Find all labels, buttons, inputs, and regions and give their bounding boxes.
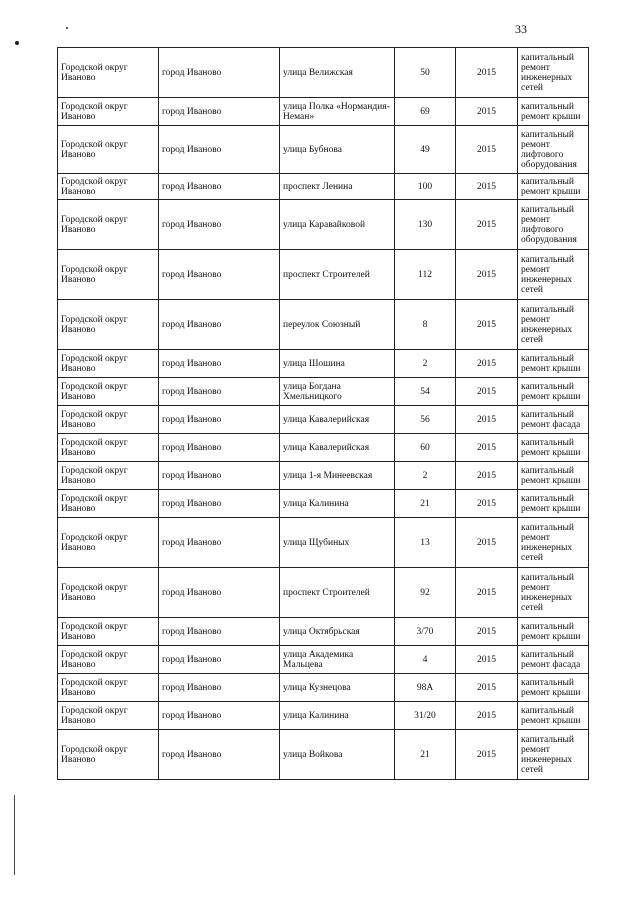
street-cell: улица Велижская (280, 48, 395, 98)
district-cell: Городской округ Иваново (58, 200, 159, 250)
street-cell: проспект Строителей (280, 250, 395, 300)
house-number-cell: 21 (395, 490, 456, 518)
house-number-cell: 69 (395, 98, 456, 126)
year-cell: 2015 (456, 568, 518, 618)
district-cell: Городской округ Иваново (58, 174, 159, 200)
year-cell: 2015 (456, 618, 518, 646)
city-cell: город Иваново (159, 646, 280, 674)
district-cell: Городской округ Иваново (58, 490, 159, 518)
year-cell: 2015 (456, 378, 518, 406)
table-row (58, 674, 589, 702)
city-cell: город Иваново (159, 568, 280, 618)
table-row (58, 406, 589, 434)
year-cell: 2015 (456, 646, 518, 674)
street-cell: проспект Строителей (280, 568, 395, 618)
street-cell: переулок Союзный (280, 300, 395, 350)
district-cell: Городской округ Иваново (58, 518, 159, 568)
house-number-cell: 21 (395, 730, 456, 780)
district-cell: Городской округ Иваново (58, 568, 159, 618)
city-cell: город Иваново (159, 518, 280, 568)
table-row (58, 434, 589, 462)
table-row (58, 462, 589, 490)
house-number-cell: 31/20 (395, 702, 456, 730)
district-cell: Городской округ Иваново (58, 618, 159, 646)
city-cell: город Иваново (159, 300, 280, 350)
street-cell: улица 1-я Минеевская (280, 462, 395, 490)
table-row (58, 48, 589, 98)
street-cell: улица Октябрьская (280, 618, 395, 646)
street-cell: улица Академика Мальцева (280, 646, 395, 674)
work-type-cell: капитальный ремонт крыши (518, 702, 589, 730)
district-cell: Городской округ Иваново (58, 406, 159, 434)
street-cell: проспект Ленина (280, 174, 395, 200)
table-row (58, 200, 589, 250)
district-cell: Городской округ Иваново (58, 730, 159, 780)
district-cell: Городской округ Иваново (58, 300, 159, 350)
work-type-cell: капитальный ремонт инженерных сетей (518, 518, 589, 568)
house-number-cell: 13 (395, 518, 456, 568)
house-number-cell: 112 (395, 250, 456, 300)
work-type-cell: капитальный ремонт крыши (518, 174, 589, 200)
district-cell: Городской округ Иваново (58, 98, 159, 126)
scan-margin-line (14, 795, 15, 875)
work-type-cell: капитальный ремонт крыши (518, 350, 589, 378)
table-row (58, 646, 589, 674)
city-cell: город Иваново (159, 250, 280, 300)
repair-registry-table (57, 47, 589, 780)
house-number-cell: 3/70 (395, 618, 456, 646)
work-type-cell: капитальный ремонт крыши (518, 462, 589, 490)
table-row (58, 702, 589, 730)
city-cell: город Иваново (159, 434, 280, 462)
year-cell: 2015 (456, 126, 518, 174)
city-cell: город Иваново (159, 618, 280, 646)
district-cell: Городской округ Иваново (58, 702, 159, 730)
house-number-cell: 2 (395, 350, 456, 378)
work-type-cell: капитальный ремонт инженерных сетей (518, 250, 589, 300)
house-number-cell: 98А (395, 674, 456, 702)
city-cell: город Иваново (159, 406, 280, 434)
table-row (58, 250, 589, 300)
city-cell: город Иваново (159, 174, 280, 200)
table-body (58, 48, 589, 780)
city-cell: город Иваново (159, 730, 280, 780)
table-row (58, 518, 589, 568)
house-number-cell: 4 (395, 646, 456, 674)
house-number-cell: 50 (395, 48, 456, 98)
year-cell: 2015 (456, 98, 518, 126)
street-cell: улица Полка «Нормандия-Неман» (280, 98, 395, 126)
year-cell: 2015 (456, 518, 518, 568)
street-cell: улица Войкова (280, 730, 395, 780)
year-cell: 2015 (456, 174, 518, 200)
year-cell: 2015 (456, 434, 518, 462)
year-cell: 2015 (456, 730, 518, 780)
street-cell: улица Калинина (280, 490, 395, 518)
work-type-cell: капитальный ремонт лифтового оборудования (518, 126, 589, 174)
scan-speck (66, 27, 68, 29)
work-type-cell: капитальный ремонт инженерных сетей (518, 568, 589, 618)
house-number-cell: 54 (395, 378, 456, 406)
work-type-cell: капитальный ремонт крыши (518, 434, 589, 462)
city-cell: город Иваново (159, 674, 280, 702)
district-cell: Городской округ Иваново (58, 350, 159, 378)
house-number-cell: 56 (395, 406, 456, 434)
work-type-cell: капитальный ремонт крыши (518, 378, 589, 406)
table-row (58, 126, 589, 174)
work-type-cell: капитальный ремонт инженерных сетей (518, 48, 589, 98)
table-row (58, 730, 589, 780)
year-cell: 2015 (456, 300, 518, 350)
street-cell: улица Богдана Хмельницкого (280, 378, 395, 406)
city-cell: город Иваново (159, 126, 280, 174)
district-cell: Городской округ Иваново (58, 434, 159, 462)
district-cell: Городской округ Иваново (58, 646, 159, 674)
year-cell: 2015 (456, 702, 518, 730)
table-row (58, 490, 589, 518)
city-cell: город Иваново (159, 98, 280, 126)
street-cell: улица Калинина (280, 702, 395, 730)
house-number-cell: 130 (395, 200, 456, 250)
house-number-cell: 8 (395, 300, 456, 350)
year-cell: 2015 (456, 250, 518, 300)
work-type-cell: капитальный ремонт инженерных сетей (518, 730, 589, 780)
table-row (58, 350, 589, 378)
page-number: 33 (515, 22, 527, 36)
year-cell: 2015 (456, 48, 518, 98)
scan-speck (15, 41, 19, 45)
street-cell: улица Кузнецова (280, 674, 395, 702)
city-cell: город Иваново (159, 702, 280, 730)
year-cell: 2015 (456, 490, 518, 518)
table-row (58, 98, 589, 126)
work-type-cell: капитальный ремонт инженерных сетей (518, 300, 589, 350)
city-cell: город Иваново (159, 350, 280, 378)
year-cell: 2015 (456, 462, 518, 490)
district-cell: Городской округ Иваново (58, 48, 159, 98)
house-number-cell: 100 (395, 174, 456, 200)
work-type-cell: капитальный ремонт фасада (518, 406, 589, 434)
district-cell: Городской округ Иваново (58, 462, 159, 490)
table-row (58, 378, 589, 406)
city-cell: город Иваново (159, 378, 280, 406)
city-cell: город Иваново (159, 200, 280, 250)
street-cell: улица Шошина (280, 350, 395, 378)
street-cell: улица Кавалерийская (280, 434, 395, 462)
city-cell: город Иваново (159, 490, 280, 518)
house-number-cell: 92 (395, 568, 456, 618)
city-cell: город Иваново (159, 462, 280, 490)
year-cell: 2015 (456, 200, 518, 250)
table-row (58, 568, 589, 618)
year-cell: 2015 (456, 674, 518, 702)
work-type-cell: капитальный ремонт крыши (518, 618, 589, 646)
house-number-cell: 2 (395, 462, 456, 490)
street-cell: улица Кавалерийская (280, 406, 395, 434)
work-type-cell: капитальный ремонт фасада (518, 646, 589, 674)
city-cell: город Иваново (159, 48, 280, 98)
table-row (58, 300, 589, 350)
house-number-cell: 60 (395, 434, 456, 462)
work-type-cell: капитальный ремонт лифтового оборудования (518, 200, 589, 250)
work-type-cell: капитальный ремонт крыши (518, 490, 589, 518)
street-cell: улица Каравайковой (280, 200, 395, 250)
district-cell: Городской округ Иваново (58, 378, 159, 406)
work-type-cell: капитальный ремонт крыши (518, 674, 589, 702)
street-cell: улица Бубнова (280, 126, 395, 174)
year-cell: 2015 (456, 406, 518, 434)
table-row (58, 618, 589, 646)
work-type-cell: капитальный ремонт крыши (518, 98, 589, 126)
house-number-cell: 49 (395, 126, 456, 174)
table-row (58, 174, 589, 200)
district-cell: Городской округ Иваново (58, 126, 159, 174)
district-cell: Городской округ Иваново (58, 674, 159, 702)
street-cell: улица Щубиных (280, 518, 395, 568)
year-cell: 2015 (456, 350, 518, 378)
district-cell: Городской округ Иваново (58, 250, 159, 300)
